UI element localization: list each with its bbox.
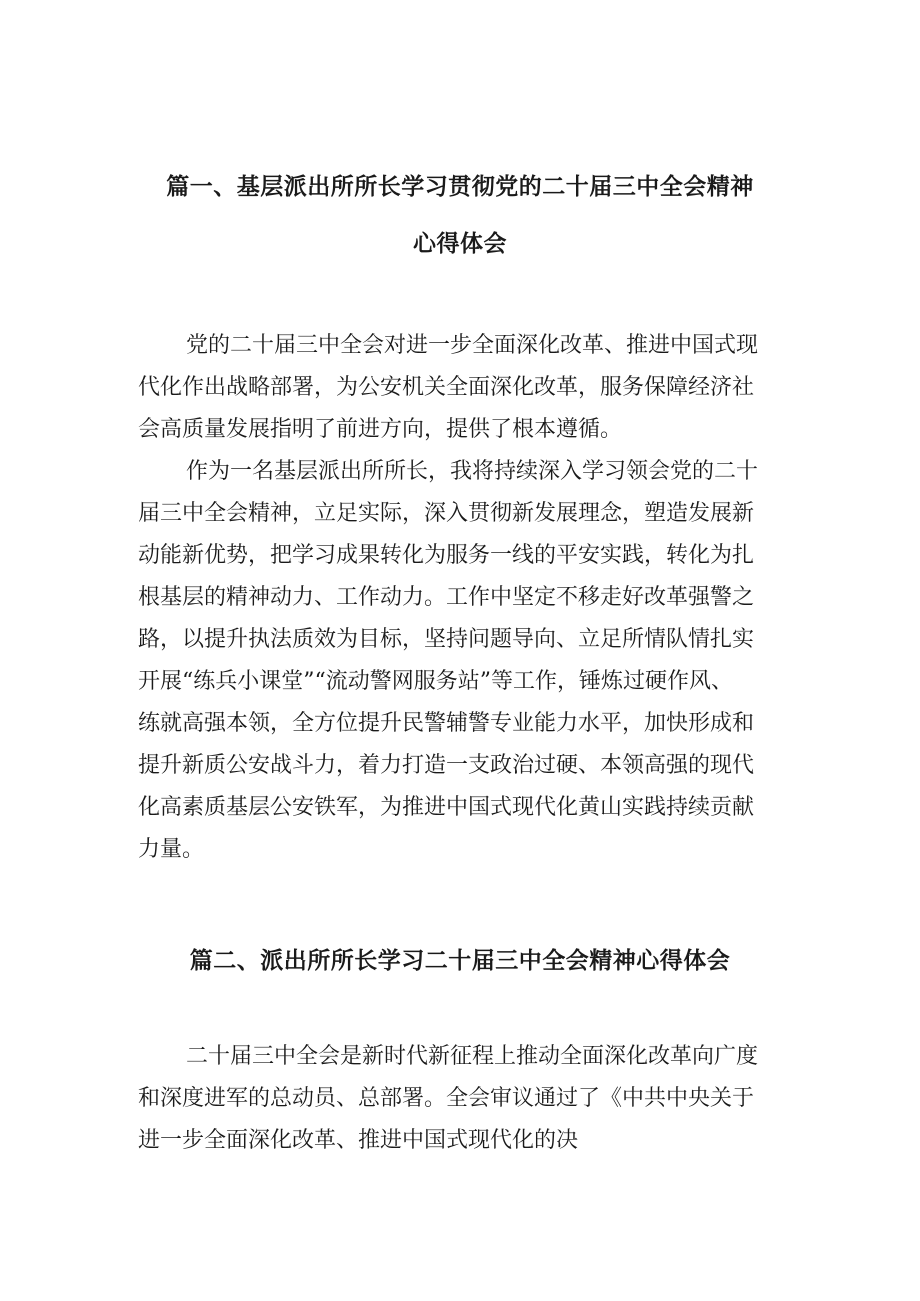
- text-line: 党的二十届三中全会对进一步全面深化改革、推进中国式现: [186, 333, 759, 358]
- section1-title-line1: 篇一、基层派出所所长学习贯彻党的二十届三中全会精神: [166, 174, 754, 200]
- text-line: 化高素质基层公安铁军，为推进中国式现代化黄山实践持续贡献: [138, 795, 755, 820]
- text-line: 代化作出战略部署，为公安机关全面深化改革，服务保障经济社: [138, 375, 755, 400]
- section2-paragraph1: [138, 1036, 790, 1162]
- text-line: 进一步全面深化改革、推进中国式现代化的决: [138, 1128, 579, 1153]
- section1-title-line2: 心得体会: [413, 231, 507, 257]
- section1-paragraph1: [138, 325, 790, 451]
- text-line: 和深度进军的总动员、总部署。全会审议通过了《中共中央关于: [138, 1086, 755, 1111]
- text-line: 动能新优势，把学习成果转化为服务一线的平安实践，转化为扎: [138, 543, 755, 568]
- section2-title: 篇二、派出所所长学习二十届三中全会精神心得体会: [189, 948, 731, 974]
- text-line: 届三中全会精神，立足实际，深入贯彻新发展理念，塑造发展新: [138, 501, 755, 526]
- text-line: 会高质量发展指明了前进方向，提供了根本遵循。: [138, 417, 623, 442]
- text-line: 力量。: [138, 837, 205, 862]
- text-line: 作为一名基层派出所所长，我将持续深入学习领会党的二十: [186, 459, 759, 484]
- text-line: 练就高强本领，全方位提升民警辅警专业能力水平，加快形成和: [138, 711, 755, 736]
- text-line: 开展“练兵小课堂”“流动警网服务站”等工作，锤炼过硬作风、: [138, 669, 733, 694]
- section1-paragraph2: [138, 451, 790, 871]
- text-line: 路，以提升执法质效为目标，坚持问题导向、立足所情队情扎实: [138, 627, 755, 652]
- text-line: 二十届三中全会是新时代新征程上推动全面深化改革向广度: [186, 1044, 759, 1069]
- text-line: 根基层的精神动力、工作动力。工作中坚定不移走好改革强警之: [138, 585, 755, 610]
- text-line: 提升新质公安战斗力，着力打造一支政治过硬、本领高强的现代: [138, 753, 755, 778]
